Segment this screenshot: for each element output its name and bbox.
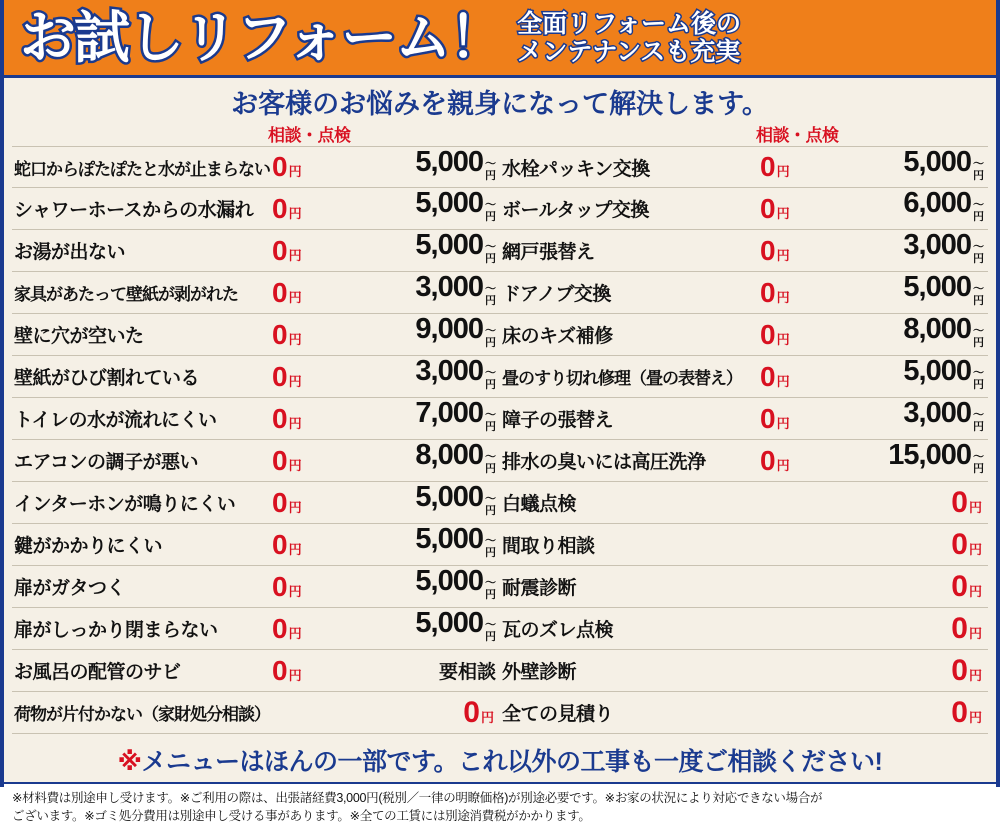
price-value: 5,000: [903, 355, 971, 388]
service-label: お風呂の配管のサビ: [14, 662, 181, 683]
consult-fee-cell: [262, 654, 332, 686]
yen-mark: 円: [288, 373, 302, 389]
service-row: [12, 440, 500, 482]
free-price-value: 0: [951, 485, 968, 519]
yen-mark: 円: [776, 205, 790, 221]
price-value: 3,000: [903, 397, 971, 430]
consult-fee-cell: [262, 192, 332, 224]
yen-mark: 円: [288, 415, 302, 431]
yen-mark: 円: [776, 247, 790, 263]
price-unit: ～ 円: [485, 283, 496, 307]
service-row: [12, 566, 500, 608]
price-unit: ～ 円: [485, 451, 496, 475]
price-cell: [820, 145, 988, 186]
yen-mark: 円: [776, 164, 790, 179]
consult-inspect-label: 相談・点検: [268, 126, 351, 145]
consult-fee-value: 0: [760, 318, 776, 350]
price-value: 5,000: [903, 271, 971, 304]
service-label: 間取り相談: [502, 536, 595, 557]
yen-mark: 円: [968, 499, 982, 515]
footer-note-text: メニューはほんの一部です。これ以外の工事も一度ご相談ください!: [141, 748, 883, 776]
header-subtitle-line2: メンテナンスも充実: [517, 37, 741, 66]
yen-mark: 円: [776, 457, 790, 473]
free-price-value: 0: [951, 569, 968, 603]
yen-mark: 円: [288, 331, 302, 347]
service-label: 鍵がかかりにくい: [14, 536, 163, 557]
service-row: [500, 188, 988, 230]
service-row: [500, 230, 988, 272]
consult-fee-value: 0: [272, 444, 288, 476]
service-row: [500, 440, 988, 482]
consult-fee-value: 0: [760, 276, 776, 308]
header-subtitle: [517, 10, 986, 66]
price-cell: [820, 189, 988, 227]
consult-fee-cell: [750, 444, 820, 476]
price-unit: ～ 円: [973, 325, 984, 349]
service-label: 外壁診断: [502, 662, 577, 683]
price-cell: [750, 653, 988, 687]
consult-fee-cell: [262, 402, 332, 434]
free-price-value: 0: [951, 611, 968, 645]
yen-mark: 円: [968, 625, 982, 641]
price-unit: ～ 円: [485, 241, 496, 265]
price-value: 5,000: [415, 607, 483, 640]
service-label: トイレの水が流れにくい: [14, 410, 217, 431]
service-row: [12, 356, 500, 398]
yen-mark: 円: [288, 457, 302, 473]
price-value: 5,000: [415, 481, 483, 514]
service-row: [12, 650, 500, 692]
service-label: 瓦のズレ点検: [502, 620, 614, 641]
price-cell: [332, 273, 500, 311]
service-label: 耐震診断: [502, 578, 577, 599]
service-row: [500, 566, 988, 608]
header-subtitle-line1: 全面リフォーム後の: [517, 9, 741, 38]
price-unit: ～ 円: [485, 493, 496, 517]
service-label: シャワーホースからの水漏れ: [14, 200, 254, 221]
price-cell: [262, 695, 500, 729]
price-cell: [750, 569, 988, 603]
price-value: 5,000: [415, 145, 483, 178]
service-row: [12, 608, 500, 650]
yen-mark: 円: [776, 331, 790, 347]
yen-mark: 円: [288, 205, 302, 221]
free-price-value: 0: [951, 527, 968, 561]
price-unit: ～ 円: [973, 283, 984, 307]
price-cell: [332, 399, 500, 437]
service-label: 全ての見積り: [502, 704, 614, 725]
price-unit: ～ 円: [973, 157, 984, 182]
service-row: [12, 524, 500, 566]
service-label: お湯が出ない: [14, 242, 126, 263]
yen-mark: 円: [776, 289, 790, 305]
price-value: 8,000: [415, 439, 483, 472]
consult-fee-cell: [262, 276, 332, 308]
price-cell: [332, 657, 500, 684]
service-row: [12, 272, 500, 314]
header-banner: [4, 0, 996, 78]
fineprint-line-1: ※材料費は別途申し受けます。※ご利用の際は、出張諸経費3,000円(税別／一律の明瞭価格)が別途必要です。※お家の状況により対応できない場合が: [12, 791, 823, 805]
consult-fee-value: 0: [760, 402, 776, 434]
consult-fee-cell: [750, 276, 820, 308]
fineprint-line-2: ございます。※ゴミ処分費用は別途申し受ける事があります。※全ての工賃には別途消費税がかかります。: [12, 809, 591, 824]
consult-fee-cell: [262, 612, 332, 644]
consult-fee-cell: [262, 528, 332, 560]
price-cell: [332, 441, 500, 479]
price-unit: ～ 円: [973, 367, 984, 391]
service-label: 網戸張替え: [502, 242, 595, 263]
service-row: [500, 272, 988, 314]
consult-fee-value: 0: [272, 360, 288, 392]
price-unit: ～ 円: [485, 199, 496, 223]
price-cell: [332, 357, 500, 395]
service-label: 床のキズ補修: [502, 326, 613, 347]
subtitle-bar: [4, 78, 996, 124]
service-label: ボールタップ交換: [502, 200, 649, 221]
service-label: 排水の臭いには高圧洗浄: [502, 452, 706, 473]
consult-fee-cell: [750, 360, 820, 392]
consult-fee-cell: [262, 444, 332, 476]
price-value: 5,000: [415, 229, 483, 262]
price-cell: [332, 231, 500, 269]
price-cell: [820, 231, 988, 269]
consult-fee-value: 0: [760, 151, 776, 182]
price-unit: ～ 円: [485, 577, 496, 601]
consult-fee-value: 0: [272, 528, 288, 560]
price-cell: [750, 695, 988, 729]
consult-fee-cell: [262, 486, 332, 518]
consult-fee-value: 0: [272, 654, 288, 686]
consult-fee-value: 0: [272, 318, 288, 350]
service-label: 水栓パッキン交換: [502, 158, 650, 180]
column-header-left: [12, 124, 500, 146]
consult-fee-cell: [262, 318, 332, 350]
price-unit: ～ 円: [485, 157, 496, 182]
service-label: ドアノブ交換: [502, 284, 611, 305]
consult-fee-value: 0: [760, 192, 776, 224]
price-value: 3,000: [415, 271, 483, 304]
price-value: 15,000: [888, 439, 971, 472]
price-cell: [332, 483, 500, 521]
service-label: 壁に穴が空いた: [14, 326, 144, 347]
yen-mark: 円: [288, 667, 302, 683]
service-row: [12, 230, 500, 272]
service-row: [12, 314, 500, 356]
consult-fee-value: 0: [272, 402, 288, 434]
yen-mark: 円: [968, 667, 982, 683]
yen-mark: 円: [968, 709, 982, 725]
header-title: お試しリフォーム！: [20, 5, 504, 69]
service-label: 障子の張替え: [502, 410, 614, 431]
service-label: 荷物が片付かない（家財処分相談）: [14, 705, 270, 724]
price-value: 6,000: [903, 187, 971, 220]
price-value: 3,000: [903, 229, 971, 262]
consult-fee-value: 0: [760, 444, 776, 476]
service-label: 蛇口からぽたぽたと水が止まらない: [14, 159, 270, 179]
service-label: 畳のすり切れ修理（畳の表替え）: [502, 369, 742, 388]
service-label: 家具があたって壁紙が剥がれた: [14, 285, 238, 304]
price-cell: [750, 527, 988, 561]
price-unit: ～ 円: [973, 199, 984, 223]
consult-fee-value: 0: [272, 234, 288, 266]
yen-mark: 円: [288, 289, 302, 305]
price-value: 5,000: [903, 145, 971, 178]
consult-fee-cell: [262, 360, 332, 392]
price-value: 8,000: [903, 313, 971, 346]
price-value: 5,000: [415, 565, 483, 598]
consult-fee-cell: [262, 234, 332, 266]
service-label: 壁紙がひび割れている: [14, 368, 200, 389]
price-unit: ～ 円: [973, 451, 984, 475]
service-row: [500, 146, 988, 188]
price-unit: ～ 円: [973, 241, 984, 265]
consult-fee-value: 0: [760, 360, 776, 392]
service-columns: [4, 124, 996, 734]
yen-mark: 円: [288, 583, 302, 599]
consult-fee-value: 0: [272, 151, 288, 182]
price-unit: ～ 円: [485, 409, 496, 433]
service-row: [500, 314, 988, 356]
service-row: [500, 398, 988, 440]
service-label: 扉がしっかり閉まらない: [14, 620, 218, 641]
price-cell: [750, 611, 988, 645]
consult-fee-cell: [750, 153, 820, 181]
service-row: [12, 482, 500, 524]
yen-mark: 円: [288, 499, 302, 515]
service-label: 白蟻点検: [502, 494, 577, 515]
consult-fee-cell: [262, 153, 332, 181]
consult-fee-value: 0: [272, 192, 288, 224]
yen-mark: 円: [480, 709, 494, 725]
consult-fee-value: 0: [272, 276, 288, 308]
service-column-left: [12, 124, 500, 734]
price-cell: [332, 315, 500, 353]
consult-fee-cell: [750, 318, 820, 350]
yen-mark: 円: [288, 625, 302, 641]
price-value: 3,000: [415, 355, 483, 388]
yen-mark: 円: [288, 164, 302, 179]
price-cell: [332, 525, 500, 563]
column-header-right: [500, 124, 988, 146]
price-cell: [820, 315, 988, 353]
price-cell: [820, 399, 988, 437]
fineprint: [4, 782, 996, 829]
consult-fee-cell: [750, 234, 820, 266]
price-unit: ～ 円: [485, 367, 496, 391]
price-unit: ～ 円: [485, 325, 496, 349]
service-row: [500, 608, 988, 650]
price-cell: [332, 609, 500, 647]
service-row: [500, 482, 988, 524]
free-price-value: 0: [463, 695, 480, 729]
price-cell: [332, 567, 500, 605]
yen-mark: 円: [288, 541, 302, 557]
yen-mark: 円: [776, 415, 790, 431]
service-label: エアコンの調子が悪い: [14, 452, 199, 473]
price-unit: ～ 円: [485, 619, 496, 643]
free-price-value: 0: [951, 653, 968, 687]
service-row: [12, 188, 500, 230]
service-row: [12, 692, 500, 734]
footer-note-mark: ※: [117, 748, 142, 776]
free-price-value: 0: [951, 695, 968, 729]
price-cell: [820, 441, 988, 479]
consult-fee-cell: [750, 192, 820, 224]
service-row: [12, 398, 500, 440]
service-row: [500, 356, 988, 398]
yen-mark: 円: [776, 373, 790, 389]
consult-inspect-label: 相談・点検: [756, 126, 839, 145]
footer-note: [4, 742, 996, 782]
consult-fee-value: 0: [272, 486, 288, 518]
price-cell: [750, 485, 988, 519]
yen-mark: 円: [288, 247, 302, 263]
service-row: [12, 146, 500, 188]
consult-fee-value: 0: [760, 234, 776, 266]
yen-mark: 円: [968, 541, 982, 557]
price-value: 5,000: [415, 523, 483, 556]
price-cell: [820, 273, 988, 311]
price-text: 要相談: [438, 662, 496, 683]
yen-mark: 円: [968, 583, 982, 599]
price-unit: ～ 円: [973, 409, 984, 433]
price-value: 5,000: [415, 187, 483, 220]
price-cell: [332, 145, 500, 186]
price-value: 9,000: [415, 313, 483, 346]
consult-fee-cell: [750, 402, 820, 434]
service-row: [500, 650, 988, 692]
service-label: 扉がガタつく: [14, 578, 126, 599]
consult-fee-value: 0: [272, 612, 288, 644]
service-column-right: [500, 124, 988, 734]
price-value: 7,000: [415, 397, 483, 430]
service-row: [500, 524, 988, 566]
consult-fee-cell: [262, 570, 332, 602]
consult-fee-value: 0: [272, 570, 288, 602]
price-cell: [332, 189, 500, 227]
price-cell: [820, 357, 988, 395]
page-subtitle: お客様のお悩みを親身になって解決します。: [231, 88, 769, 119]
service-row: [500, 692, 988, 734]
service-label: インターホンが鳴りにくい: [14, 494, 236, 515]
price-unit: ～ 円: [485, 535, 496, 559]
